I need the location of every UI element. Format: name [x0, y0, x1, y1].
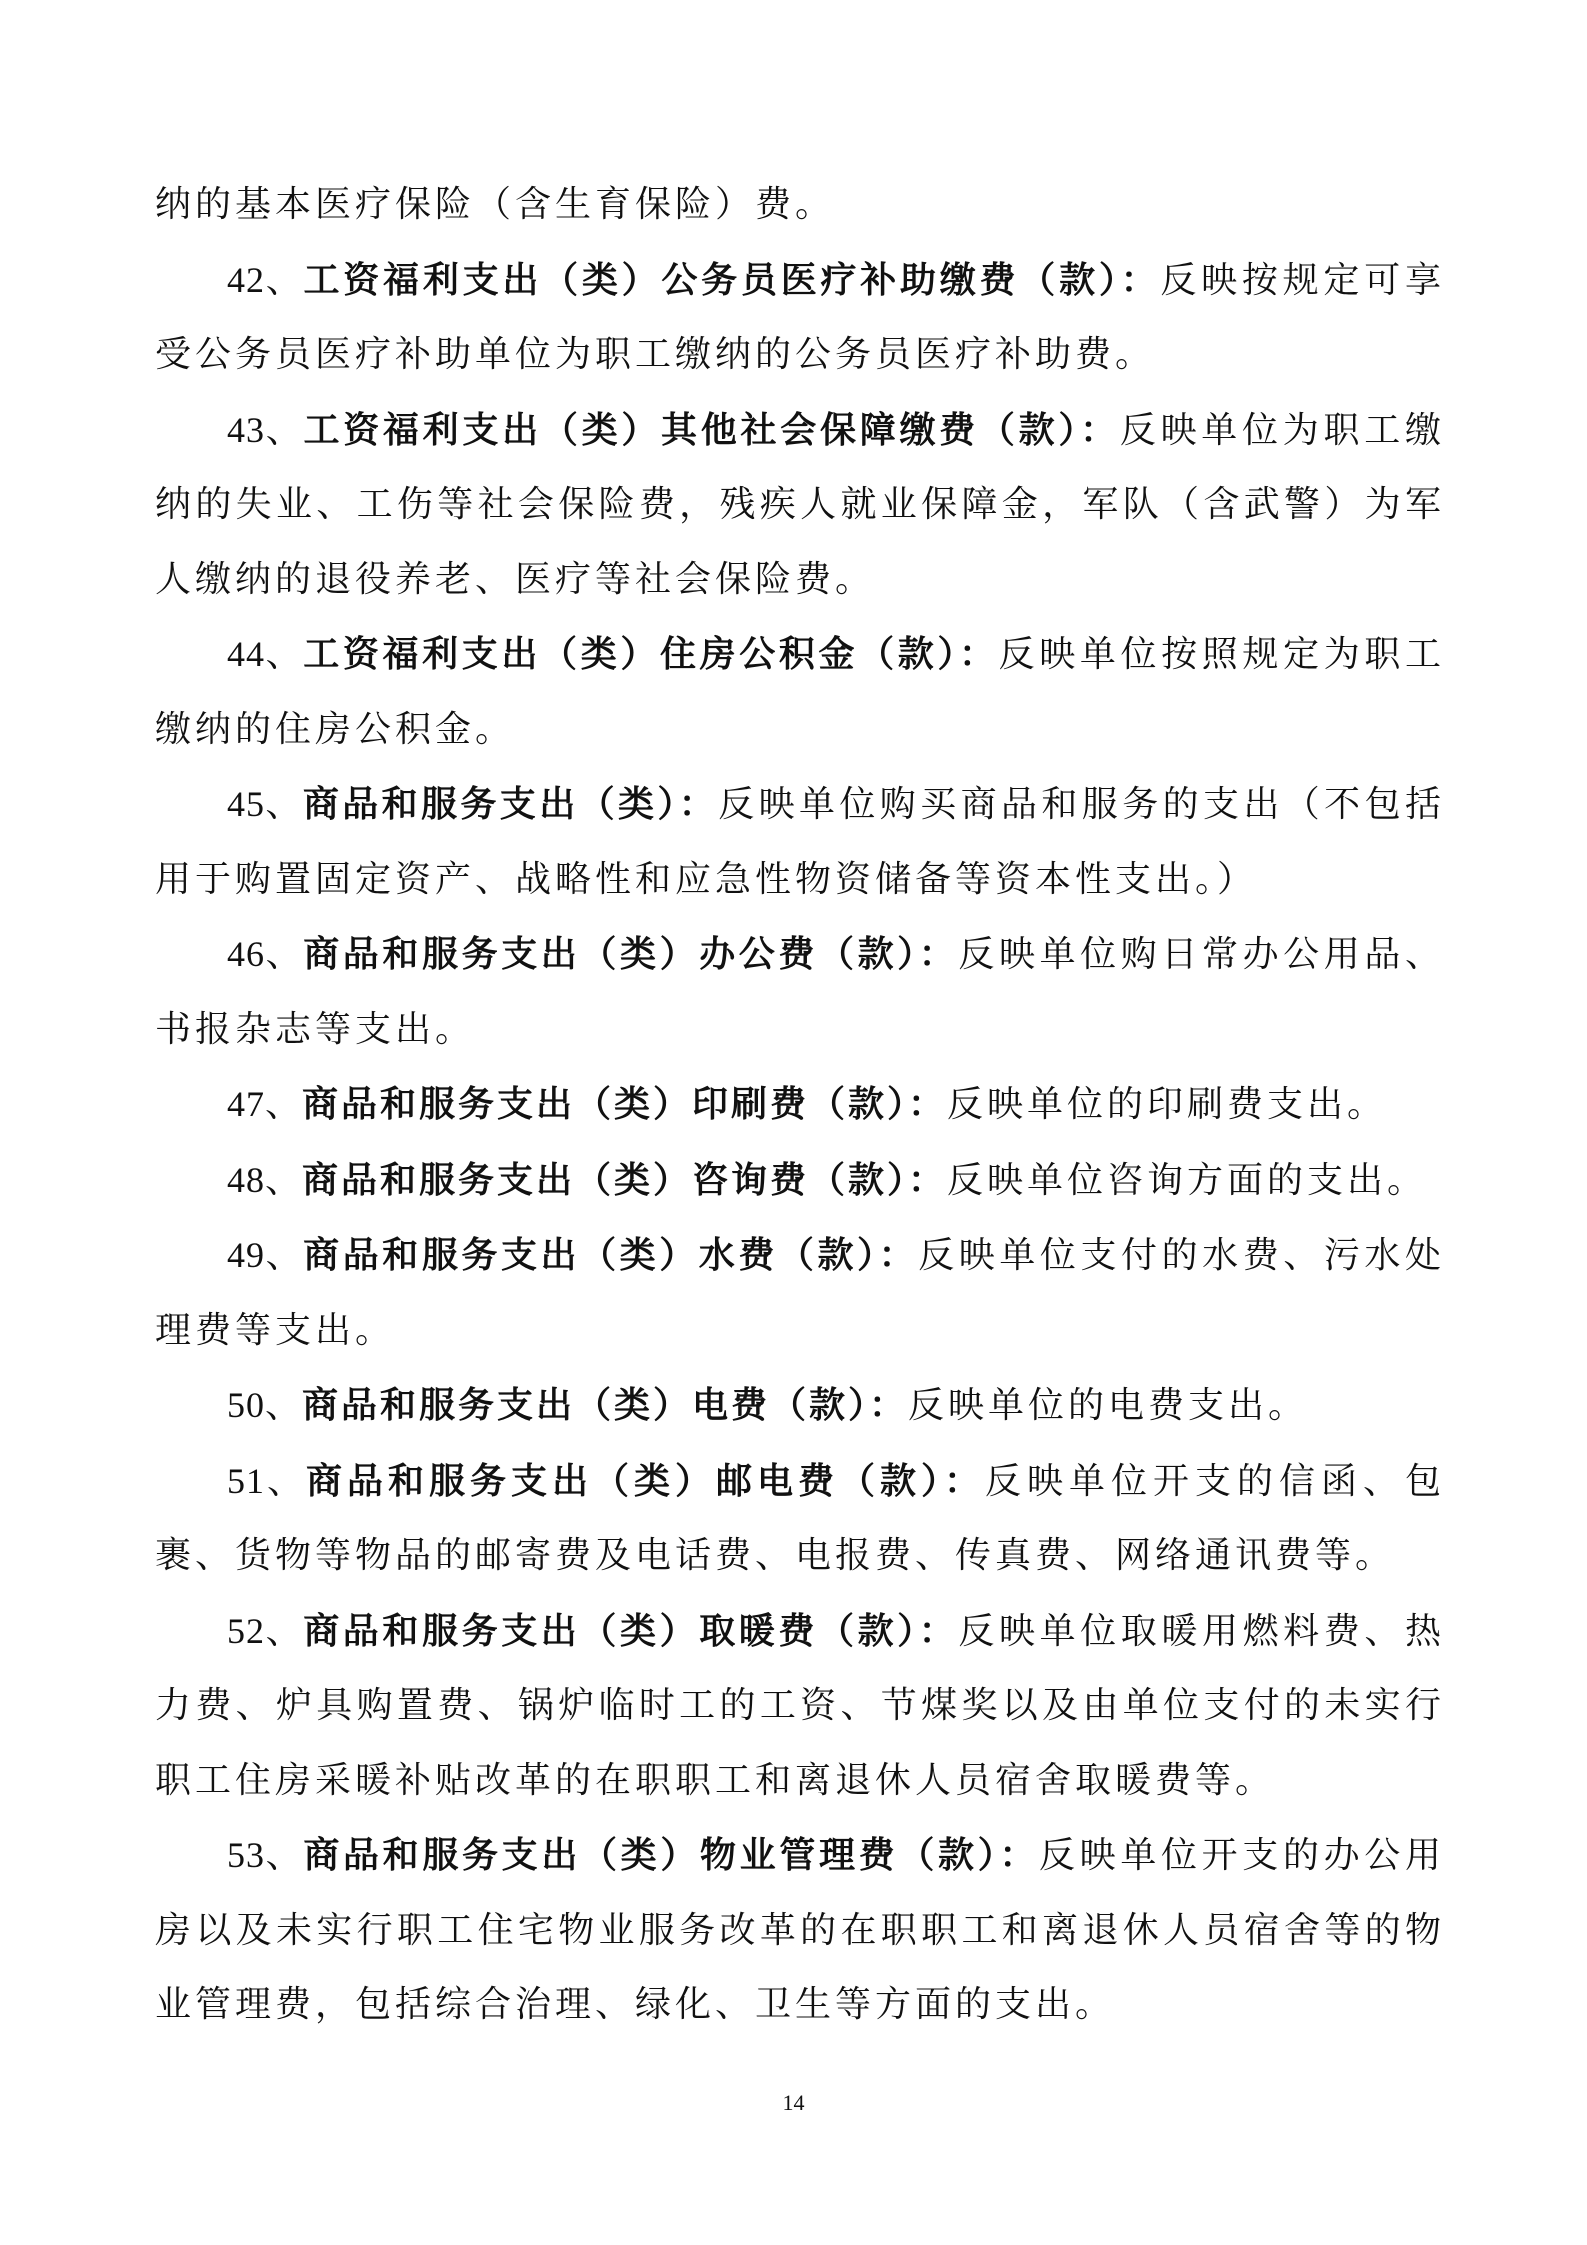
item-heading: 工资福利支出（类）公务员医疗补助缴费（款）：	[303, 259, 1161, 301]
item-description: 反映单位支付的水费、污水处理费等支出。	[155, 1235, 1445, 1351]
item-description: 反映单位开支的办公用房以及未实行职工住宅物业服务改革的在职职工和离退休人员宿舍等的物业管理费，包括综合治理、绿化、卫生等方面的支出。	[155, 1835, 1445, 2025]
paragraph-item-47	[155, 1067, 1445, 1143]
item-number: 52、	[227, 1610, 304, 1651]
paragraph-item-52	[155, 1594, 1445, 1819]
item-heading: 商品和服务支出（类）办公费（款）：	[303, 934, 959, 975]
item-description: 反映单位开支的信函、包裹、货物等物品的邮寄费及电话费、电报费、传真费、网络通讯费等。	[155, 1460, 1445, 1576]
paragraph-item-49	[155, 1218, 1445, 1368]
paragraph-item-43	[155, 393, 1445, 618]
paragraph-item-50	[155, 1368, 1445, 1444]
paragraph-item-46	[155, 917, 1445, 1067]
paragraph-item-51	[155, 1444, 1445, 1594]
item-number: 45、	[227, 784, 303, 824]
item-description: 反映单位取暖用燃料费、热力费、炉具购置费、锅炉临时工的工资、节煤奖以及由单位支付的未实行职工住房采暖补贴改革的在职职工和离退休人员宿舍取暖费等。	[155, 1610, 1445, 1801]
item-description: 反映单位的印刷费支出。	[947, 1084, 1388, 1125]
item-description: 反映单位为职工缴纳的失业、工伤等社会保险费，残疾人就业保障金，军队（含武警）为军人缴纳的退役养老、医疗等社会保险费。	[155, 409, 1445, 600]
item-description: 反映单位按照规定为职工缴纳的住房公积金。	[155, 634, 1445, 750]
item-number: 51、	[227, 1460, 306, 1501]
item-number: 46、	[227, 934, 304, 974]
item-description: 反映单位购日常办公用品、书报杂志等支出。	[155, 934, 1445, 1050]
document-body	[155, 168, 1445, 2043]
paragraph-item-44	[155, 617, 1445, 767]
item-heading: 商品和服务支出（类）咨询费（款）：	[302, 1159, 948, 1201]
item-heading: 工资福利支出（类）其他社会保障缴费（款）：	[303, 409, 1120, 451]
item-number: 53、	[227, 1835, 304, 1875]
item-number: 43、	[227, 409, 304, 450]
item-heading: 商品和服务支出（类）：	[302, 784, 719, 825]
item-description: 反映单位咨询方面的支出。	[947, 1159, 1428, 1201]
item-number: 49、	[227, 1235, 304, 1275]
item-description: 反映单位的电费支出。	[908, 1385, 1309, 1426]
item-number: 47、	[227, 1084, 303, 1124]
paragraph-item-48	[155, 1143, 1445, 1219]
paragraph-item-53	[155, 1818, 1445, 2043]
paragraph-item-45	[155, 767, 1445, 917]
page-number: 14	[782, 2090, 805, 2115]
item-number: 44、	[227, 634, 304, 674]
item-heading: 商品和服务支出（类）电费（款）：	[302, 1385, 909, 1426]
item-description: 反映单位购买商品和服务的支出（不包括用于购置固定资产、战略性和应急性物资储备等资本性支出。）	[155, 784, 1445, 900]
item-heading: 工资福利支出（类）住房公积金（款）：	[303, 634, 999, 675]
item-heading: 商品和服务支出（类）印刷费（款）：	[302, 1084, 948, 1125]
item-description: 反映按规定可享受公务员医疗补助单位为职工缴纳的公务员医疗补助费。	[155, 259, 1445, 375]
item-number: 48、	[227, 1159, 303, 1200]
item-heading: 商品和服务支出（类）物业管理费（款）：	[303, 1835, 1039, 1876]
paragraph-continuation	[155, 168, 1445, 243]
item-number: 50、	[227, 1385, 303, 1425]
item-heading: 商品和服务支出（类）取暖费（款）：	[303, 1610, 959, 1652]
item-heading: 商品和服务支出（类）邮电费（款）：	[306, 1460, 985, 1502]
item-number: 42、	[227, 259, 304, 300]
item-heading: 商品和服务支出（类）水费（款）：	[303, 1235, 919, 1276]
paragraph-item-42	[155, 243, 1445, 393]
paragraph-body: 纳的基本医疗保险（含生育保险）费。	[155, 184, 836, 225]
